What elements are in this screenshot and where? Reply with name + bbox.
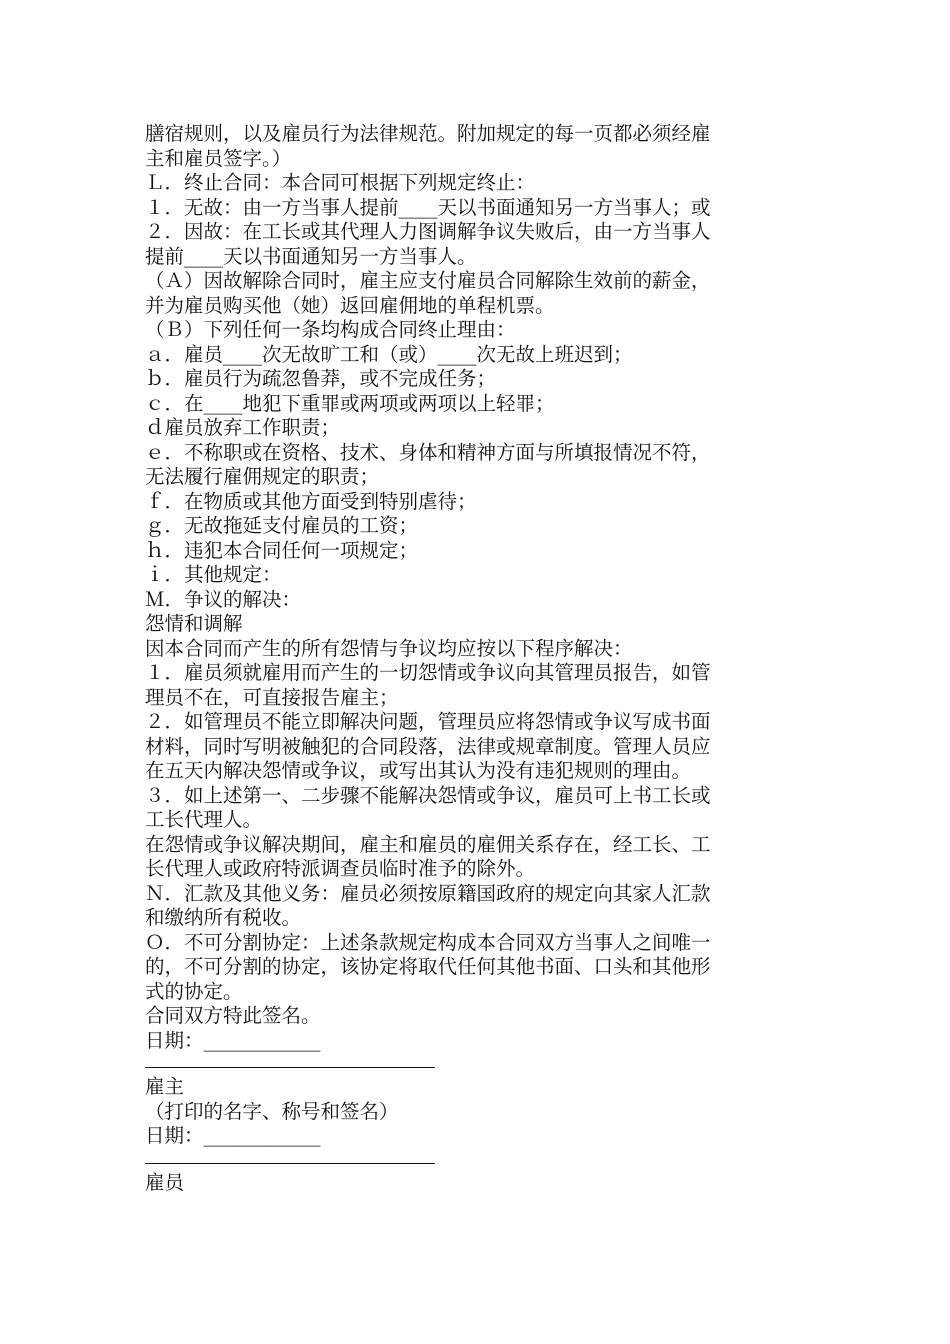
text-line: 在五天内解决怨情或争议，或写出其认为没有违犯规则的理由。: [145, 759, 692, 782]
text-line: ｂ．雇员行为疏忽鲁莽，或不完成任务；: [145, 367, 497, 390]
text-line: 和缴纳所有税收。: [145, 906, 302, 929]
text-line: ｈ．违犯本合同任何一项规定；: [145, 538, 419, 562]
text-line: 因本合同而产生的所有怨情与争议均应按以下程序解决：: [145, 636, 633, 660]
text-line: 在怨情或争议解决期间，雇主和雇员的雇佣关系存在，经工长、工: [145, 832, 711, 856]
text-line: 式的协定。: [145, 979, 243, 1003]
text-line: Ｌ．终止合同：本合同可根据下列规定终止：: [145, 171, 536, 194]
text-line: 主和雇员签字。）: [145, 146, 292, 170]
employer-role-label: 雇主: [145, 1075, 185, 1098]
text-line: ｉ．其他规定：: [145, 563, 282, 586]
text-line: 怨情和调解: [145, 612, 243, 635]
text-line: ３．如上述第一、二步骤不能解决怨情或争议，雇员可上书工长或: [145, 783, 711, 807]
text-line: Ｎ．汇款及其他义务：雇员必须按原籍国政府的规定向其家人汇款: [145, 881, 711, 905]
text-line: 材料，同时写明被触犯的合同段落，法律或规章制度。管理人员应: [145, 734, 711, 758]
text-line: １．雇员须就雇用而产生的一切怨情或争议向其管理员报告，如管: [145, 661, 711, 684]
text-line: １．无故：由一方当事人提前____天以书面通知另一方当事人；或: [145, 195, 711, 219]
text-line: ａ．雇员____次无故旷工和（或）____次无故上班迟到；: [145, 342, 633, 366]
text-line: ２．因故：在工长或其代理人力图调解争议失败后，由一方当事人: [145, 220, 711, 243]
text-line: ｄ雇员放弃工作职责；: [145, 416, 341, 439]
contract-body: [145, 122, 810, 1029]
text-line: ２．如管理员不能立即解决问题，管理员应将怨情或争议写成书面: [145, 710, 711, 733]
text-line: （Ａ）因故解除合同时，雇主应支付雇员合同解除生效前的薪金，: [145, 269, 711, 292]
text-line: 合同双方特此签名。: [145, 1004, 321, 1027]
contract-page: [145, 122, 810, 1195]
text-line: ｆ．在物质或其他方面受到特别虐待；: [145, 489, 477, 513]
text-line: 提前____天以书面通知另一方当事人。: [145, 244, 477, 268]
employee-role-label: 雇员: [145, 1170, 185, 1194]
employee-signature-block: [145, 1124, 810, 1195]
text-line: 长代理人或政府特派调查员临时准予的除外。: [145, 857, 536, 880]
employee-date-line: 日期：____________: [145, 1124, 321, 1147]
text-line: ｅ．不称职或在资格、技术、身体和精神方面与所填报情况不符，: [145, 440, 711, 464]
text-line: Ｍ．争议的解决：: [145, 587, 302, 611]
employer-date-line: 日期：____________: [145, 1028, 321, 1052]
text-line: 工长代理人。: [145, 808, 263, 831]
text-line: （Ｂ）下列任何一条均构成合同终止理由：: [145, 318, 516, 341]
text-line: Ｏ．不可分割协定：上述条款规定构成本合同双方当事人之间唯一: [145, 930, 711, 954]
employer-signature-block: [145, 1029, 810, 1125]
text-line: ｃ．在____地犯下重罪或两项或两项以上轻罪；: [145, 391, 555, 415]
text-line: 理员不在，可直接报告雇主；: [145, 685, 399, 709]
employer-signature-note: （打印的名字、称号和签名）: [145, 1099, 399, 1123]
text-line: ｇ．无故拖延支付雇员的工资；: [145, 514, 419, 537]
text-line: 并为雇员购买他（她）返回雇佣地的单程机票。: [145, 293, 555, 317]
text-line: 的，不可分割的协定，该协定将取代任何其他书面、口头和其他形: [145, 955, 711, 978]
text-line: 无法履行雇佣规定的职责；: [145, 465, 380, 488]
text-line: 膳宿规则，以及雇员行为法律规范。附加规定的每一页都必须经雇: [145, 122, 711, 145]
employee-signature-rule: [145, 1163, 435, 1164]
employer-signature-rule: [145, 1067, 435, 1068]
